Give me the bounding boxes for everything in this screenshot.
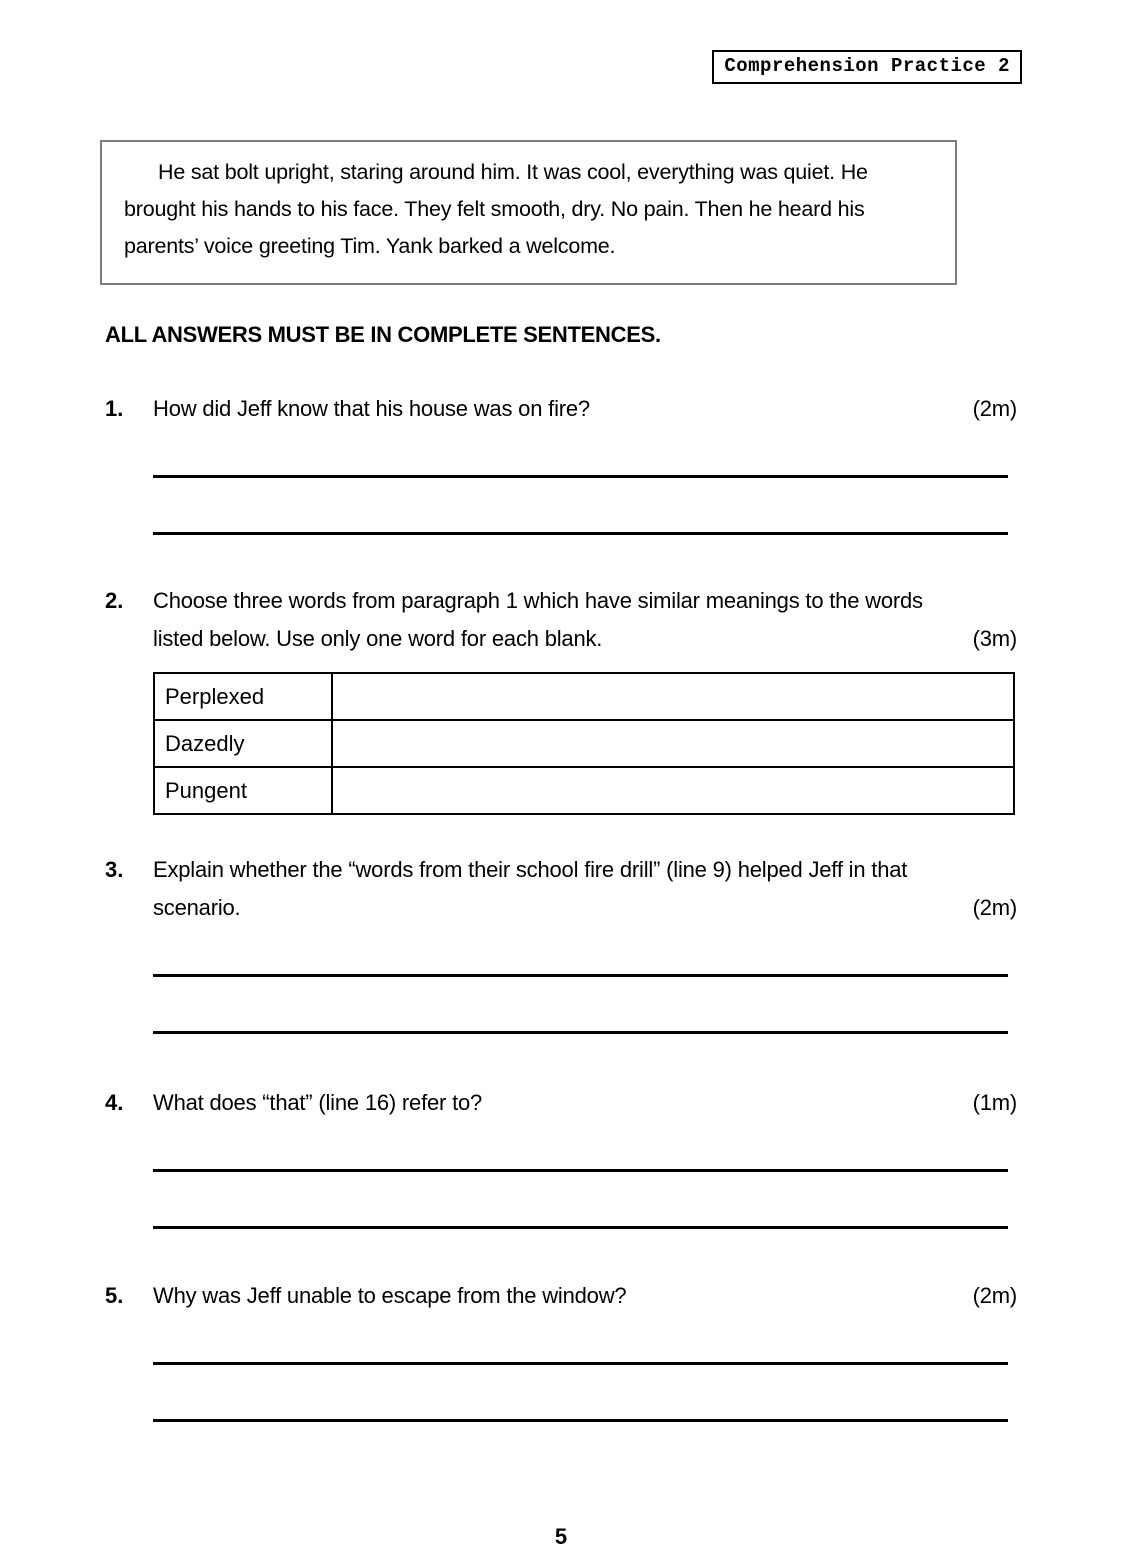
answer-line[interactable]	[153, 974, 1008, 977]
answer-line[interactable]	[153, 1031, 1008, 1034]
question-number: 3.	[105, 857, 124, 882]
question-body	[153, 390, 1017, 535]
question-text: Choose three words from paragraph 1 which have similar meanings to the words listed below. Use only one word for each blank.	[153, 588, 923, 651]
table-row	[154, 720, 1014, 767]
passage-text: He sat bolt upright, staring around him. It was cool, everything was quiet. He brought his hands to his face. They felt smooth, dry. No pain. Then he heard his parents’ voice greeting Tim. Yank barked a welcome.	[124, 160, 868, 258]
answer-line[interactable]	[153, 1169, 1008, 1172]
answer-line[interactable]	[153, 1419, 1008, 1422]
question-4	[105, 1084, 1017, 1229]
answer-line[interactable]	[153, 1362, 1008, 1365]
question-body	[153, 851, 1017, 1034]
word-cell: Dazedly	[154, 720, 332, 767]
synonym-table	[153, 672, 1015, 815]
instruction-text: ALL ANSWERS MUST BE IN COMPLETE SENTENCES.	[105, 322, 661, 347]
question-text-wrap	[153, 851, 1017, 927]
question-text-wrap	[153, 582, 1017, 658]
marks-label: (2m)	[972, 895, 1017, 920]
word-cell: Perplexed	[154, 673, 332, 720]
question-text-wrap	[153, 1084, 1017, 1122]
question-5	[105, 1277, 1017, 1422]
question-3	[105, 851, 1017, 1034]
question-body	[153, 1277, 1017, 1422]
table-row	[154, 767, 1014, 814]
header-badge: Comprehension Practice 2	[712, 50, 1022, 84]
passage-box	[100, 140, 957, 285]
answer-cell[interactable]	[332, 720, 1014, 767]
answer-line[interactable]	[153, 475, 1008, 478]
question-text-wrap	[153, 390, 1017, 428]
marks-label: (1m)	[972, 1090, 1017, 1115]
question-number: 4.	[105, 1090, 124, 1115]
question-text: What does “that” (line 16) refer to?	[153, 1090, 483, 1115]
marks-label: (2m)	[972, 1283, 1017, 1308]
question-2	[105, 582, 1017, 815]
page-number: 5	[554, 1524, 568, 1549]
table-row	[154, 673, 1014, 720]
question-body	[153, 582, 1017, 815]
question-text: Explain whether the “words from their school fire drill” (line 9) helped Jeff in that scenario.	[153, 857, 908, 920]
answer-cell[interactable]	[332, 767, 1014, 814]
question-number: 5.	[105, 1283, 124, 1308]
question-text: How did Jeff know that his house was on fire?	[153, 396, 590, 421]
marks-label: (2m)	[972, 396, 1017, 421]
answer-cell[interactable]	[332, 673, 1014, 720]
question-text-wrap	[153, 1277, 1017, 1315]
question-1	[105, 390, 1017, 535]
header-row	[0, 0, 1122, 84]
question-number: 2.	[105, 588, 124, 613]
marks-label: (3m)	[972, 626, 1017, 651]
question-number: 1.	[105, 396, 124, 421]
question-text: Why was Jeff unable to escape from the window?	[153, 1283, 627, 1308]
question-body	[153, 1084, 1017, 1229]
answer-line[interactable]	[153, 532, 1008, 535]
word-cell: Pungent	[154, 767, 332, 814]
answer-line[interactable]	[153, 1226, 1008, 1229]
